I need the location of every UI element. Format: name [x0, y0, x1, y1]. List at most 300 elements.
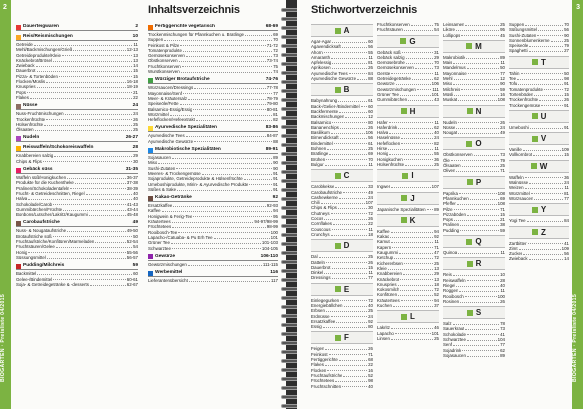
section-page: 24 — [132, 103, 138, 109]
section-title: Dauerteigwaren — [23, 24, 59, 29]
entry-label: Zucker — [509, 251, 523, 257]
leader-dots — [70, 186, 125, 190]
entry-label: Rooibosch — [443, 293, 464, 299]
entry-page: 98 — [368, 378, 373, 384]
index-letter: U — [540, 111, 547, 121]
entry-label: Leinsamen — [443, 22, 465, 27]
entry-label: Frucht- & Getreideschnitten, Riegel — [16, 190, 85, 196]
leader-dots — [172, 224, 266, 228]
leader-dots — [172, 219, 254, 223]
leader-dots — [196, 117, 272, 121]
entry-row — [443, 168, 505, 173]
leader-dots — [456, 27, 499, 31]
entry-row — [311, 162, 373, 167]
leader-dots — [182, 64, 272, 68]
leader-dots — [551, 38, 564, 42]
entry-page: 84 — [368, 70, 373, 76]
entry-page: 80 — [368, 324, 373, 330]
entry-label: Gerste — [377, 70, 391, 76]
index-letter: A — [343, 26, 350, 35]
leader-dots — [177, 187, 272, 191]
index-letter: M — [475, 41, 482, 51]
entry-label: Vanille — [509, 147, 522, 153]
entry-page: 40 — [500, 282, 505, 288]
leader-dots — [73, 47, 125, 51]
entry-label: Ahorn — [311, 49, 323, 55]
entry-label: Nudeln — [443, 119, 457, 125]
leader-dots — [325, 346, 367, 350]
leader-dots — [404, 157, 433, 161]
entry-label: Lollipops — [443, 32, 461, 38]
entry-label: Brotaufstriche süß — [16, 233, 52, 239]
entry-label: Fruchtschnitten — [311, 383, 342, 389]
entry-label: Dauerbrot — [16, 68, 36, 74]
entry-row — [443, 33, 505, 38]
leader-dots — [388, 266, 433, 270]
entry-label: Nüsse — [443, 124, 456, 130]
entry-page: 78-79 — [266, 95, 278, 101]
entry-page: 91 — [273, 170, 278, 176]
right-brand-footer: BIOGARTEN · Preisliste 04/2015 — [572, 294, 578, 382]
leader-dots — [391, 239, 434, 243]
leader-dots — [406, 55, 434, 59]
leader-dots — [335, 184, 367, 188]
entry-label: Umeboshi — [509, 124, 529, 130]
leader-dots — [331, 211, 368, 215]
leader-dots — [162, 208, 272, 212]
leader-dots — [172, 155, 272, 159]
entry-label: Süssungsmittel — [16, 254, 46, 260]
entry-page: 74 — [273, 69, 278, 75]
entry-page: 77 — [564, 195, 569, 201]
letter-tab-swatch — [467, 310, 473, 316]
entry-page: 62 — [500, 347, 505, 353]
entry-label: Ayurvedische Tees — [311, 70, 348, 76]
entry-page: 107 — [431, 184, 439, 190]
letter-tab-swatch — [400, 38, 406, 44]
leader-dots — [458, 250, 499, 254]
leader-dots — [37, 68, 133, 72]
entry-label: Ölsaaten — [443, 163, 461, 169]
leader-dots — [525, 185, 564, 189]
entry-page: 22 — [368, 362, 373, 368]
entry-row — [148, 187, 278, 192]
entry-page: 26 — [500, 119, 505, 125]
entry-label: Nougat — [443, 130, 458, 136]
leader-dots — [457, 201, 497, 205]
entry-page: 89 — [500, 352, 505, 358]
entry-label: Süßungsmittel — [509, 27, 538, 33]
leader-dots — [329, 151, 367, 155]
entry-row — [311, 275, 373, 280]
entry-row — [509, 152, 569, 157]
leader-dots — [332, 227, 368, 231]
left-page-sidebar — [0, 0, 11, 409]
index-letter: R — [475, 259, 482, 269]
leader-dots — [327, 368, 367, 372]
leader-dots — [326, 308, 367, 312]
leader-dots — [529, 43, 563, 47]
leader-dots — [459, 191, 497, 195]
leader-dots — [331, 314, 368, 318]
leader-dots — [193, 214, 272, 218]
color-tab-swatch — [16, 104, 21, 109]
entry-label: Rooibosch-Tee — [148, 229, 178, 235]
index-letter-header — [311, 331, 373, 344]
section-page: 10 — [132, 34, 138, 39]
index-letter-header — [509, 56, 569, 69]
entry-page: 38 — [500, 222, 505, 228]
entry-label: Waffeln süß/Honigkuchen — [16, 175, 67, 181]
entry-label: Nuss- & Nougataufstriche — [16, 228, 67, 234]
entry-label: Pops — [443, 217, 454, 223]
color-tab-swatch — [16, 136, 21, 141]
color-tab-swatch — [16, 35, 21, 40]
entry-label: Fruchtaufstriche/Konfitüren/Marmeladen — [16, 239, 95, 245]
entry-label: Pilze — [443, 206, 453, 212]
entry-page: 95 — [273, 213, 278, 219]
entry-label: Zwieback — [509, 256, 528, 262]
section-page: 89-91 — [265, 147, 278, 153]
leader-dots — [523, 147, 561, 151]
leader-dots — [467, 278, 499, 282]
entry-label: Kaffee — [377, 228, 390, 234]
section-page: 68-69 — [265, 24, 278, 29]
entry-page: 77-78 — [266, 85, 278, 91]
section-page: 92 — [272, 195, 278, 201]
leader-dots — [392, 245, 433, 249]
entry-label: Grüner Tee — [148, 240, 170, 246]
letter-tab-swatch — [466, 239, 472, 245]
section-page: 83-86 — [265, 125, 278, 131]
index-letter-header — [509, 226, 569, 239]
entry-page: 108 — [497, 190, 505, 196]
leader-dots — [36, 63, 133, 67]
entry-label: Meer- & Kräutersalz — [148, 95, 188, 101]
leader-dots — [391, 184, 430, 188]
leader-dots — [388, 146, 433, 150]
entry-label: Trockenfrüchte — [16, 116, 46, 122]
color-tab-swatch — [16, 221, 21, 226]
index-letter-header — [443, 306, 505, 319]
entry-label: Fruchtsäuren — [377, 27, 403, 33]
entry-label: Ersatzkaffee — [311, 318, 336, 324]
leader-dots — [454, 92, 499, 96]
entry-page: 71-72 — [266, 42, 278, 48]
entry-page: 11 — [133, 42, 138, 47]
toc-section-heading — [148, 195, 278, 202]
leader-dots — [53, 234, 132, 238]
leader-dots — [408, 97, 433, 101]
entry-label: Gebäck süß — [377, 49, 401, 55]
leader-dots — [56, 244, 132, 248]
index-letter: N — [475, 106, 482, 116]
leader-dots — [395, 331, 431, 335]
leader-dots — [470, 196, 499, 200]
toc-section — [16, 145, 138, 164]
entry-page: 59 — [500, 227, 505, 233]
entry-page: 26 — [368, 259, 373, 265]
entry-page: 52 — [368, 372, 373, 378]
entry-page: 72 — [434, 287, 439, 293]
left-page — [0, 0, 286, 409]
toc-column-2 — [148, 24, 278, 404]
entry-page: 89 — [434, 206, 439, 212]
leader-dots — [329, 352, 368, 356]
leader-dots — [340, 125, 367, 129]
entry-page: 55 — [368, 49, 373, 55]
leader-dots — [249, 182, 272, 186]
entry-page: 106 — [365, 130, 373, 136]
leader-dots — [533, 152, 563, 156]
entry-page: 11 — [434, 119, 439, 125]
leader-dots — [183, 48, 272, 52]
entry-row — [443, 97, 505, 102]
entry-row — [509, 196, 569, 201]
entry-page: 36 — [434, 156, 439, 162]
leader-dots — [43, 159, 132, 163]
index-letter: O — [475, 139, 482, 149]
entry-row — [509, 256, 569, 261]
entry-label: Obstkonserven — [148, 58, 178, 64]
entry-label: Flakes — [311, 362, 324, 368]
leader-dots — [339, 109, 367, 113]
leader-dots — [324, 216, 367, 220]
entry-row — [443, 250, 505, 255]
entry-label: Trockengemüse — [509, 102, 541, 108]
entry-label: Pfeffer — [443, 201, 456, 207]
leader-dots — [164, 37, 272, 41]
entry-label: Roggen — [443, 288, 459, 294]
leader-dots — [336, 319, 367, 323]
entry-page: 15 — [133, 68, 138, 74]
section-title: Würziger Brotaufstriche — [155, 77, 210, 83]
entry-label: Spaghetti — [509, 48, 528, 54]
entry-label: Ketchup — [377, 255, 394, 261]
entry-label: Gewürze — [377, 81, 395, 87]
entry-row — [443, 130, 505, 135]
leader-dots — [53, 202, 126, 206]
entry-row — [377, 336, 439, 341]
leader-dots — [343, 373, 367, 377]
entry-label: Knabbereien — [377, 271, 402, 277]
toc-section — [16, 135, 138, 142]
leader-dots — [28, 196, 132, 200]
entry-label: Mandelmus — [443, 65, 466, 71]
entry-page: 90 — [500, 81, 505, 87]
entry-page: 16 — [500, 91, 505, 97]
entry-page: 25 — [368, 254, 373, 260]
entry-page: 25 — [368, 308, 373, 314]
entry-page: 27 — [564, 48, 569, 54]
entry-label: Ölsaaten — [16, 127, 34, 133]
entry-label: Tofu — [509, 81, 518, 87]
entry-label: Gewürzmischungen — [148, 261, 187, 267]
entry-row — [16, 212, 138, 217]
leader-dots — [28, 250, 125, 254]
toc-section — [148, 77, 278, 122]
toc-section — [148, 125, 278, 144]
leader-dots — [176, 166, 272, 170]
entry-label: Feinkost — [311, 351, 328, 357]
entry-page: 36 — [564, 174, 569, 180]
letter-tab-swatch — [532, 59, 538, 65]
entry-label: Trockenfrüchte — [509, 97, 539, 103]
entry-label: Fruchtkonserven — [148, 63, 181, 69]
color-tab-swatch — [148, 148, 153, 153]
right-page-sidebar — [572, 0, 583, 409]
entry-page: 22 — [368, 221, 373, 227]
leader-dots — [541, 103, 563, 107]
toc-title: Inhaltsverzeichnis — [148, 4, 240, 16]
leader-dots — [172, 246, 261, 250]
entry-label: Suppen — [148, 37, 164, 43]
entry-page: 101 — [431, 330, 439, 336]
entry-page: 30 — [133, 158, 138, 164]
section-page: 74-76 — [265, 77, 278, 83]
entry-label: Speiseöle/Fette — [148, 101, 179, 107]
letter-tab-swatch — [467, 261, 473, 267]
entry-page: 25 — [564, 37, 569, 43]
leader-dots — [65, 111, 133, 115]
entry-label: Trockenmischungen für Pfannkuchen u. Bratlinge — [148, 32, 244, 37]
leader-dots — [75, 180, 126, 184]
entry-label: Produkte für die Kuchentheke — [16, 180, 74, 186]
entry-label: Tee — [509, 76, 517, 82]
entry-label: Lapacho — [377, 330, 394, 336]
leader-dots — [332, 65, 368, 69]
entry-label: Soja- & Getreidegetränke & -desserts — [16, 281, 89, 287]
entry-page: 60 — [368, 103, 373, 109]
entry-page: 80 — [368, 119, 373, 125]
entry-page: 73 — [500, 326, 505, 332]
leader-dots — [186, 133, 266, 137]
entry-page: 56 — [564, 251, 569, 257]
entry-label: Hefeflocken — [377, 140, 401, 146]
entry-row — [377, 162, 439, 167]
index-letter-header — [443, 257, 505, 270]
entry-page: 92 — [434, 234, 439, 240]
toc-section-heading — [148, 125, 278, 132]
entry-label: Basilikum — [311, 130, 330, 136]
entry-page: 104-105 — [261, 245, 278, 251]
letter-tab-swatch — [531, 163, 537, 169]
entry-label: Erdnüsse — [311, 313, 330, 319]
section-title: Reis/Reismischungen — [23, 34, 73, 39]
entry-label: Bonbons/Lutscher/Lakritz/Kaugummi — [16, 212, 88, 218]
entry-page: 95 — [500, 27, 505, 33]
section-title: Werbemittel — [155, 270, 183, 276]
entry-page: 60 — [368, 108, 373, 114]
leader-dots — [47, 255, 126, 259]
entry-row — [311, 384, 373, 389]
leader-dots — [37, 84, 126, 88]
entry-page: 69 — [500, 195, 505, 201]
toc-section-heading — [148, 24, 278, 31]
entry-page: 24 — [368, 194, 373, 200]
entry-page: 45-48 — [126, 212, 138, 218]
entry-page: 50 — [564, 70, 569, 76]
index-letter-header — [311, 83, 373, 96]
entry-label: Sushi-Zutaten — [509, 32, 537, 38]
entry-label: Gewürzmischungen — [377, 86, 416, 92]
section-title: Nudeln — [23, 135, 40, 141]
entry-page: 43-44 — [126, 206, 138, 212]
entry-label: Miso — [148, 160, 158, 166]
index-column-4 — [509, 22, 569, 406]
leader-dots — [180, 43, 265, 47]
entry-page: 81 — [273, 111, 278, 117]
entry-label: Pizza- & Tortenböden — [16, 73, 58, 79]
toc-section — [148, 270, 278, 283]
toc-section — [148, 147, 278, 192]
entry-page: 13 — [434, 276, 439, 282]
section-title: Pudding/Milchreis — [23, 263, 65, 269]
index-letter: W — [539, 161, 548, 171]
entry-page: 49 — [500, 130, 505, 136]
leader-dots — [398, 125, 433, 129]
entry-page: 79 — [500, 157, 505, 163]
entry-page: 111 — [432, 86, 439, 92]
leader-dots — [30, 95, 132, 99]
entry-page: 71 — [500, 206, 505, 212]
color-tab-swatch — [148, 25, 153, 30]
entry-label: Öle — [443, 157, 450, 163]
entry-page: 30 — [368, 205, 373, 211]
leader-dots — [467, 65, 499, 69]
leader-dots — [37, 271, 132, 275]
index-letter-header — [509, 203, 569, 216]
entry-label: Früchtetees — [148, 224, 172, 230]
entry-page: 24 — [500, 124, 505, 130]
entry-label: Riegel — [443, 282, 456, 288]
entry-label: Erbsen — [311, 308, 325, 314]
leader-dots — [465, 22, 499, 26]
index-letter: T — [541, 57, 546, 67]
leader-dots — [340, 298, 367, 302]
entry-page: 84-87 — [266, 133, 278, 139]
leader-dots — [525, 175, 563, 179]
toc-section-heading — [16, 145, 138, 152]
index-letter: L — [410, 312, 415, 322]
entry-label: Aprikosen — [311, 65, 331, 71]
entry-page: 11 — [434, 70, 439, 76]
entry-page: 77 — [500, 70, 505, 76]
leader-dots — [404, 261, 433, 265]
entry-label: Gemüsebrühe — [377, 60, 405, 66]
index-column-3 — [443, 22, 505, 406]
entry-label: Knabbereien salzig — [16, 153, 54, 159]
leader-dots — [361, 104, 368, 108]
color-tab-swatch — [16, 146, 21, 151]
leader-dots — [456, 283, 499, 287]
entry-page: 49 — [368, 189, 373, 195]
entry-label: Pfannkuchen — [443, 195, 469, 201]
color-tab-swatch — [16, 25, 21, 30]
leader-dots — [466, 55, 499, 59]
letter-tab-swatch — [401, 217, 407, 223]
leader-dots — [214, 235, 270, 239]
entry-row — [16, 159, 138, 164]
leader-dots — [349, 71, 367, 75]
leader-dots — [459, 288, 499, 292]
entry-label: Honig — [16, 249, 28, 255]
index-letter-header — [443, 176, 505, 189]
section-page: 26-27 — [125, 135, 138, 141]
entry-label: Flocken — [311, 367, 327, 373]
leader-dots — [194, 139, 272, 143]
entry-label: Agavendicksaft — [311, 44, 341, 50]
